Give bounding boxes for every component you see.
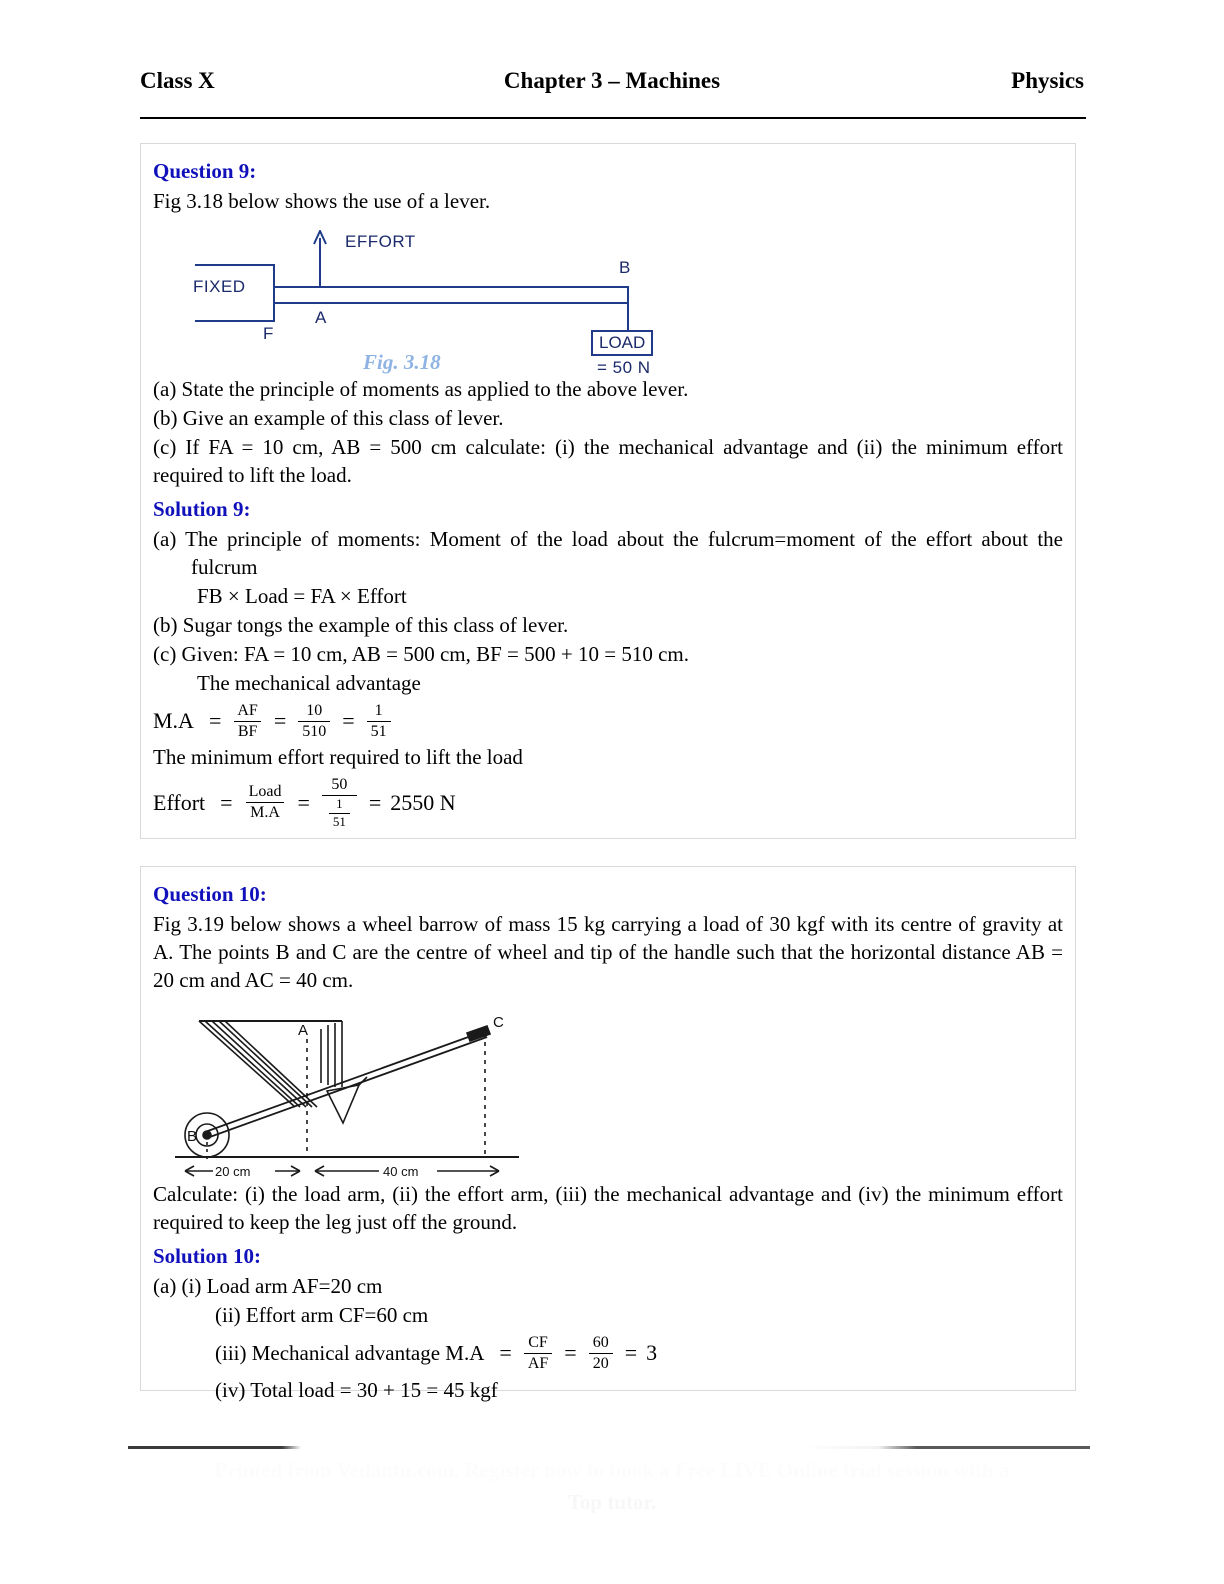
lever-beam-top-rail: [273, 286, 629, 288]
ma-10-fraction-60-20: [589, 1334, 613, 1373]
header-divider: [140, 117, 1086, 119]
solution-10-item-iv: (iv) Total load = 30 + 15 = 45 kgf: [215, 1377, 498, 1402]
wheelbarrow-point-b-label: B: [187, 1128, 198, 1146]
solution-10-item-i: (a) (i) Load arm AF=20 cm: [153, 1274, 383, 1299]
solution-9-ma-formula: [153, 702, 1063, 741]
load-value-label: = 50 N: [597, 358, 651, 378]
ma-10-frac2-denominator: 20: [589, 1353, 613, 1373]
effort-formula-equals-1: =: [220, 789, 233, 815]
ma-fraction-10-510: [298, 702, 330, 741]
question-9-part-a: (a) State the principle of moments as applied to the above lever.: [153, 377, 689, 402]
effort-fraction-50-over-1-51: [322, 776, 357, 829]
figure-3-18-caption: Fig. 3.18: [363, 350, 441, 375]
page-header: [140, 68, 1084, 94]
ma-fraction-af-bf: [233, 702, 261, 741]
solution-10-item-iii: [153, 1334, 1063, 1373]
solution-9-part-c-given: (c) Given: FA = 10 cm, AB = 500 cm, BF = 500 + 10 = 510 cm.: [153, 641, 689, 666]
question-9-part-c: (c) If FA = 10 cm, AB = 500 cm calculate: (i) the mechanical advantage and (ii) the minimum effort required to lift the load.: [153, 435, 1063, 487]
footer-watermark: [140, 1455, 1084, 1518]
ma-10-equals-1: =: [499, 1340, 512, 1366]
effort-nested-denominator: 51: [329, 813, 350, 830]
wheelbarrow-svg: [167, 999, 537, 1179]
effort-frac2-numerator: 50: [331, 776, 348, 794]
question-10-intro: Fig 3.19 below shows a wheel barrow of mass 15 kg carrying a load of 30 kgf with its centre of gravity at A. The points B and C are the centre of wheel and tip of the handle such that the horizontal distance AB = 20 cm and AC = 40 cm.: [153, 912, 1063, 993]
question-10-calculate: Calculate: (i) the load arm, (ii) the effort arm, (iii) the mechanical advantage and (iv) the minimum effort required to keep the leg just off the ground.: [153, 1182, 1063, 1234]
question-9-container: [140, 143, 1076, 839]
effort-frac2-denominator: [322, 795, 357, 829]
ma-fraction-1-51: [367, 702, 391, 741]
ma-10-equals-2: =: [564, 1340, 577, 1366]
figure-3-18-lever-diagram: [167, 220, 727, 378]
solution-9-effort-formula: [153, 776, 1063, 829]
load-box-label: LOAD: [591, 330, 653, 356]
header-subject-label: Physics: [1011, 68, 1084, 93]
solution-9-part-b: (b) Sugar tongs the example of this class of lever.: [153, 612, 569, 637]
header-chapter-title: Chapter 3 – Machines: [503, 68, 721, 93]
effort-nested-fraction: [329, 797, 350, 829]
ma-10-fraction-cf-af: [524, 1334, 552, 1373]
ma-formula-lead: M.A: [153, 708, 194, 734]
ma-formula-equals-2: =: [273, 708, 287, 734]
wheelbarrow-point-a-label: A: [298, 1022, 309, 1040]
ma-frac2-numerator: 10: [306, 701, 323, 719]
solution-9-part-a: (a) The principle of moments: Moment of the load about the fulcrum=moment of the effort about the fulcrum: [153, 527, 1063, 580]
ma-10-frac1-numerator: CF: [528, 1333, 548, 1351]
solution-10-heading: Solution 10:: [153, 1243, 261, 1268]
figure-3-19-wheelbarrow-diagram: [167, 999, 537, 1179]
point-a-label: A: [315, 308, 327, 328]
ma-10-frac2-numerator: 60: [592, 1333, 609, 1351]
effort-formula-result: 2550 N: [390, 789, 456, 815]
fixed-label: FIXED: [193, 277, 246, 297]
wheelbarrow-dim-ac-label: 40 cm: [383, 1164, 419, 1180]
footer-divider: [128, 1446, 1090, 1449]
effort-formula-equals-3: =: [368, 789, 382, 815]
question-9-heading: Question 9:: [153, 159, 257, 183]
ma-10-equals-3: =: [624, 1340, 638, 1366]
question-9-intro: Fig 3.18 below shows the use of a lever.: [153, 189, 491, 214]
ma-10-label-text: (iii) Mechanical advantage M.A: [215, 1340, 485, 1365]
wheelbarrow-dim-ab-label: 20 cm: [215, 1164, 251, 1180]
effort-formula-equals-2: =: [297, 789, 310, 815]
footer-line-2: Top tutor.: [567, 1489, 657, 1514]
fixed-bracket-top: [195, 264, 275, 266]
question-10-heading: Question 10:: [153, 882, 267, 906]
fixed-bracket-vertical: [273, 264, 275, 322]
ma-frac3-numerator: 1: [374, 701, 383, 719]
wheelbarrow-point-c-label: C: [493, 1014, 504, 1032]
effort-formula-lead: Effort: [153, 789, 206, 815]
ma-frac2-denominator: 510: [298, 721, 330, 741]
question-10-container: [140, 866, 1076, 1402]
ma-10-result: 3: [646, 1340, 658, 1366]
lever-beam-bottom-rail: [273, 302, 629, 304]
question-9-part-b: (b) Give an example of this class of lever.: [153, 406, 504, 431]
effort-fraction-load-ma: [245, 783, 286, 822]
footer-line-1: Printed from Vedantu.com. Register now to book a Free LIVE Online trial session with a: [214, 1458, 1010, 1482]
ma-frac3-denominator: 51: [367, 721, 391, 741]
solution-9-moment-equation: FB × Load = FA × Effort: [197, 583, 407, 608]
effort-label: EFFORT: [345, 232, 416, 252]
effort-arrow-head: [312, 230, 330, 246]
solution-10-item-ii: (ii) Effort arm CF=60 cm: [215, 1303, 429, 1328]
effort-frac1-denominator: M.A: [246, 802, 284, 822]
ma-formula-equals-3: =: [342, 708, 355, 734]
ma-10-frac1-denominator: AF: [524, 1353, 552, 1373]
solution-9-effort-label: The minimum effort required to lift the load: [153, 745, 523, 770]
solution-9-heading: Solution 9:: [153, 496, 251, 521]
point-b-label: B: [619, 258, 631, 278]
ma-frac1-denominator: BF: [234, 721, 262, 741]
effort-nested-numerator: 1: [336, 796, 343, 812]
ma-frac1-numerator: AF: [237, 701, 258, 719]
effort-frac1-numerator: Load: [248, 783, 282, 801]
ma-formula-equals-1: =: [208, 708, 222, 734]
fixed-bracket-bottom: [195, 320, 275, 322]
header-class-label: Class X: [140, 68, 215, 93]
fulcrum-f-label: F: [263, 324, 274, 344]
solution-9-ma-label: The mechanical advantage: [197, 670, 421, 695]
